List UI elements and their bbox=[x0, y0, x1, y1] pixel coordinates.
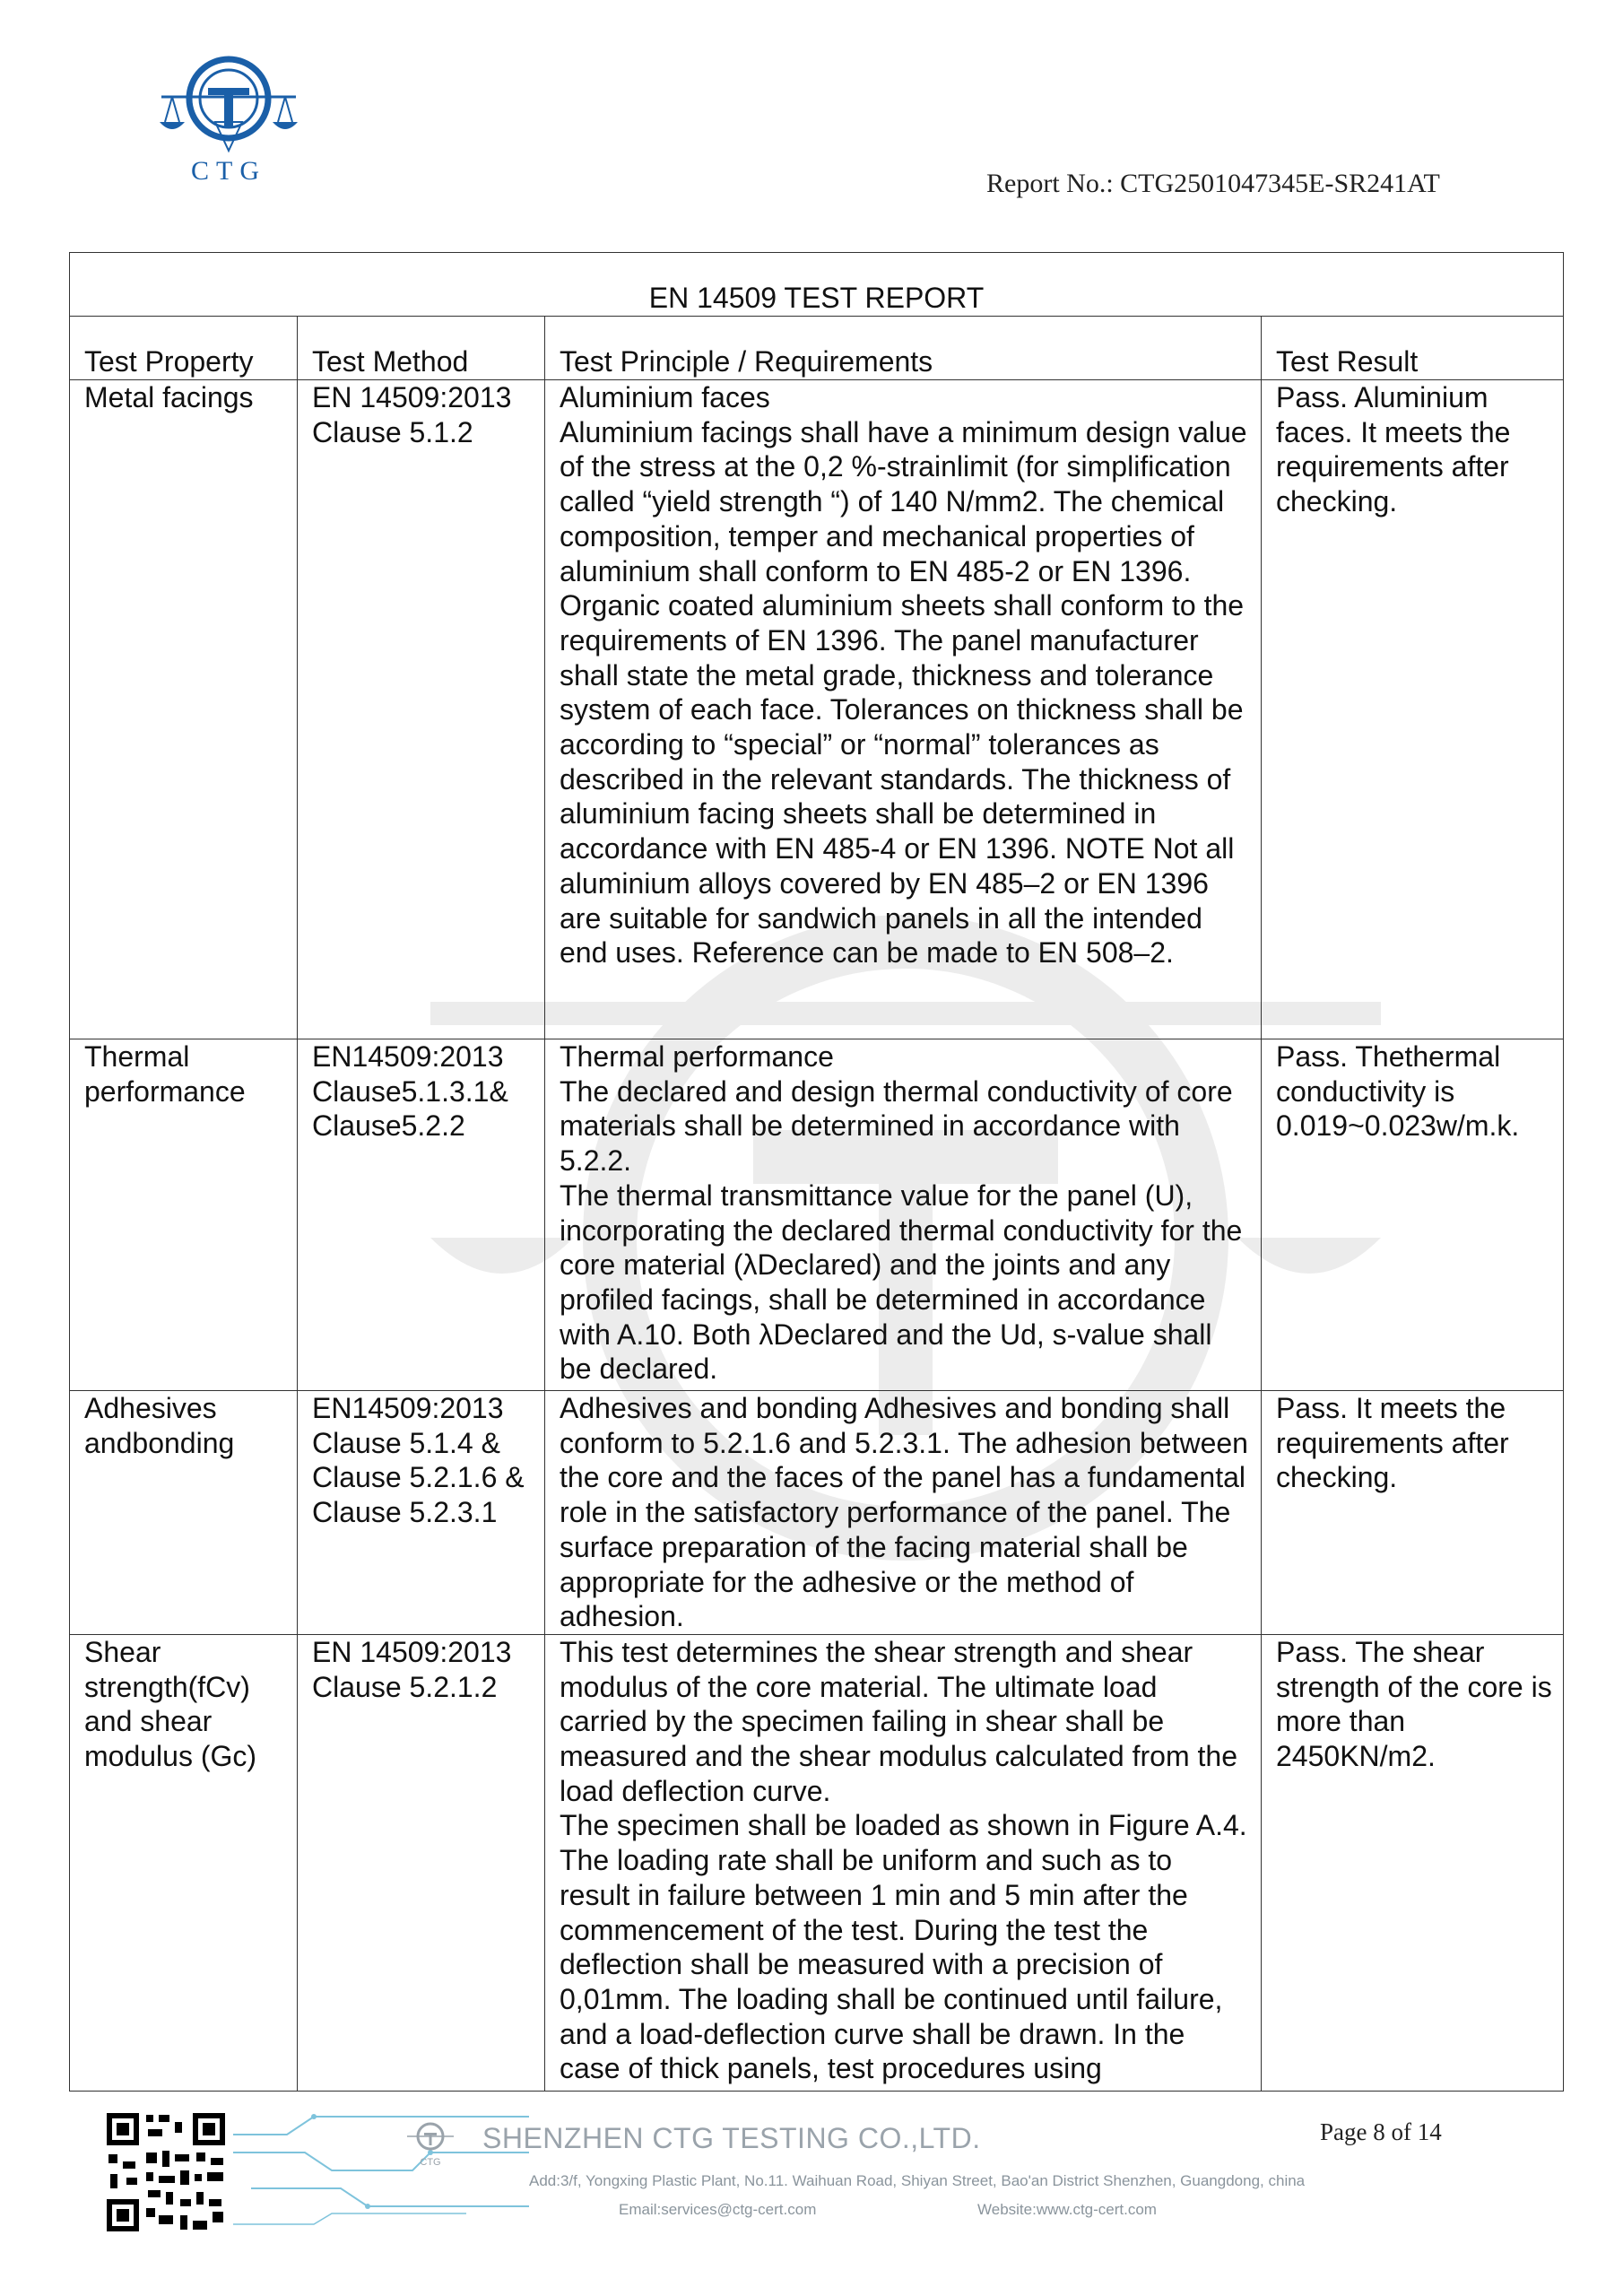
company-website: Website:www.ctg-cert.com bbox=[977, 2201, 1157, 2218]
table-row bbox=[70, 1039, 1564, 1391]
test-result: Pass. Thethermal conductivity is 0.019~0.023w/m.k. bbox=[1262, 1039, 1564, 1391]
column-header-requirements: Test Principle / Requirements bbox=[545, 317, 1262, 380]
test-method: EN14509:2013 Clause 5.1.4 & Clause 5.2.1.6 & Clause 5.2.3.1 bbox=[298, 1391, 545, 1635]
requirements-text: The thermal transmittance value for the panel (U), incorporating the declared thermal conductivity for the core material (λDeclared) and the joints and any profiled facings, shall be determined in accordance with A.10. Both λDeclared and the Ud, s-value shall be declared. bbox=[560, 1178, 1243, 1386]
report-number-label: Report No.: bbox=[986, 169, 1114, 198]
requirements-text: Aluminium facings shall have a minimum design value of the stress at the 0,2 %-strainlimit (for simplification called “yield strength “) of 140 N/mm2. The chemical composition, temper and mechanical properties of aluminium shall conform to EN 485-2 or EN 1396. Organic coated aluminium sheets shall conform to the requirements of EN 1396. The panel manufacturer shall state the metal grade, thickness and tolerance system of each face. Tolerances on thickness shall be according to “special” or “normal” tolerances as described in the relevant standards. The thickness of aluminium facing sheets shall be determined in accordance with EN 485-4 or EN 1396. NOTE Not all aluminium alloys covered by EN 485–2 or EN 1396 are suitable for sandwich panels in all the intended end uses. Reference can be made to EN 508–2. bbox=[560, 415, 1247, 970]
requirements-text: The specimen shall be loaded as shown in Figure A.4. The loading rate shall be uniform and such as to result in failure between 1 min and 5 min after the commencement of the test. During the test the deflection shall be measured with a precision of 0,01mm. The loading shall be continued until failure, and a load-deflection curve shall be drawn. In the case of thick panels, test procedures using bbox=[560, 1809, 1247, 2085]
test-method: EN14509:2013 Clause5.1.3.1& Clause5.2.2 bbox=[298, 1039, 545, 1391]
ctg-logo bbox=[152, 36, 305, 188]
test-property: Thermal performance bbox=[70, 1039, 298, 1391]
table-row bbox=[70, 1634, 1564, 2091]
test-requirements bbox=[545, 1391, 1262, 1635]
test-report-table bbox=[69, 252, 1564, 2092]
test-result: Pass. The shear strength of the core is more than 2450KN/m2. bbox=[1262, 1634, 1564, 2091]
test-result: Pass. Aluminium faces. It meets the requirements after checking. bbox=[1262, 380, 1564, 1039]
test-result: Pass. It meets the requirements after checking. bbox=[1262, 1391, 1564, 1635]
test-property: Adhesives andbonding bbox=[70, 1391, 298, 1635]
table-row bbox=[70, 1391, 1564, 1635]
report-title: EN 14509 TEST REPORT bbox=[70, 253, 1564, 317]
requirements-text: Adhesives and bonding Adhesives and bonding shall conform to 5.2.1.6 and 5.2.3.1. The adhesion between the core and the faces of the panel has a fundamental role in the satisfactory performance of the panel. The surface preparation of the facing material shall be appropriate for the adhesive or the method of adhesion. bbox=[560, 1392, 1248, 1633]
logo-text: CTG bbox=[191, 156, 266, 186]
footer-decoration bbox=[233, 2099, 529, 2242]
footer-ctg-logo bbox=[395, 2118, 466, 2172]
column-header-method: Test Method bbox=[298, 317, 545, 380]
qr-code-icon bbox=[103, 2109, 229, 2235]
company-name: SHENZHEN CTG TESTING CO.,LTD. bbox=[482, 2122, 981, 2154]
test-requirements bbox=[545, 1039, 1262, 1391]
column-header-property: Test Property bbox=[70, 317, 298, 380]
test-requirements bbox=[545, 380, 1262, 1039]
company-address: Add:3/f, Yongxing Plastic Plant, No.11. Waihuan Road, Shiyan Street, Bao'an District Shenzhen, Guangdong, china bbox=[529, 2172, 1306, 2189]
requirements-text: Thermal performance bbox=[560, 1040, 834, 1073]
page-number: Page 8 of 14 bbox=[1320, 2118, 1442, 2145]
report-number-value: CTG2501047345E-SR241AT bbox=[1120, 169, 1440, 198]
test-method: EN 14509:2013 Clause 5.1.2 bbox=[298, 380, 545, 1039]
test-method: EN 14509:2013 Clause 5.2.1.2 bbox=[298, 1634, 545, 2091]
report-number bbox=[986, 169, 1440, 199]
test-requirements bbox=[545, 1634, 1262, 2091]
column-header-result: Test Result bbox=[1262, 317, 1564, 380]
company-email: Email:services@ctg-cert.com bbox=[619, 2201, 817, 2218]
requirements-text: The declared and design thermal conductivity of core materials shall be determined in accordance with 5.2.2. bbox=[560, 1074, 1233, 1178]
test-property: Metal facings bbox=[70, 380, 298, 1039]
table-row bbox=[70, 380, 1564, 1039]
requirements-text: Aluminium faces bbox=[560, 381, 770, 413]
requirements-text: This test determines the shear strength and shear modulus of the core material. The ultimate load carried by the specimen failing in shear shall be measured and the shear modulus calculated from the load deflection curve. bbox=[560, 1635, 1237, 1807]
test-property: Shear strength(fCv) and shear modulus (Gc) bbox=[70, 1634, 298, 2091]
footer-logo-text: CTG bbox=[420, 2157, 441, 2168]
